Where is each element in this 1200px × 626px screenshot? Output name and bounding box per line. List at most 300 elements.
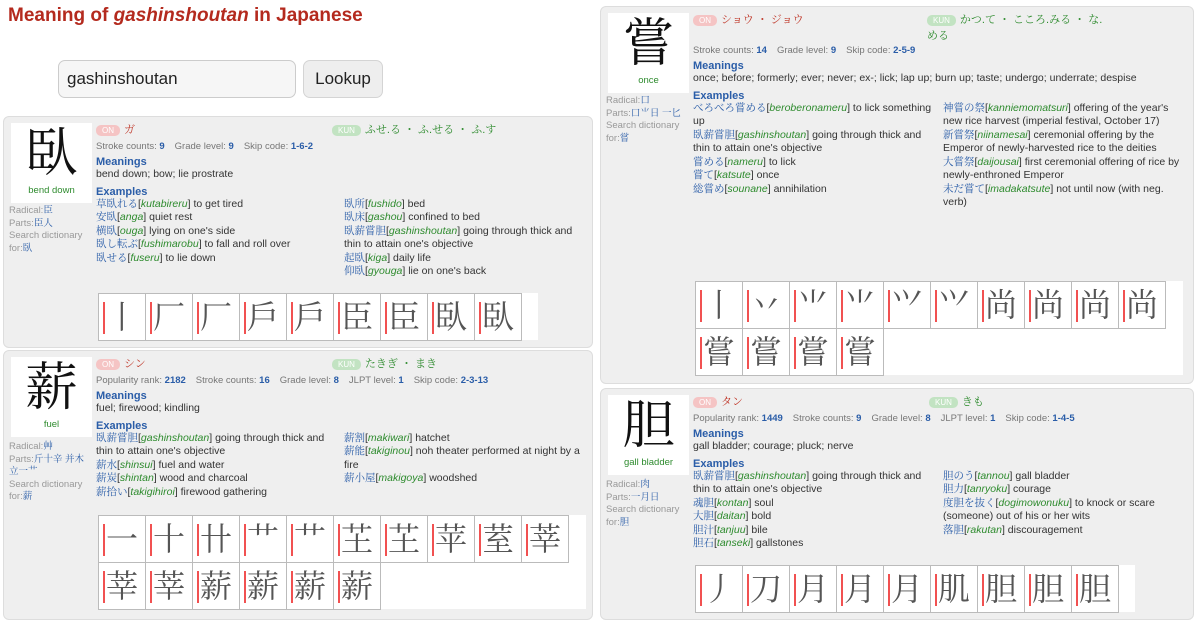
kanji-glyph: 嘗 [622,14,675,74]
example-gloss: noh theater performed at night by a fire [344,445,580,471]
example-item: 草臥れる[kutabireru] to get tired [96,197,244,210]
example-gloss: courage [1013,483,1051,495]
radical-label: Radical: [9,441,44,452]
example-romaji: imadakatsute [987,182,1051,195]
kanji-side-info [606,479,688,529]
stroke-step: 嘗 [836,328,884,376]
jlpt-level-value: 1 [398,375,404,386]
grade-level-label: Grade level: [871,413,923,424]
jlpt-level-label: JLPT level: [940,413,988,424]
search-dictionary-label: Search dictionary for: [9,478,83,502]
skip-code-value: 1-6-2 [290,141,314,152]
parts-label: Parts: [9,217,34,229]
example-gloss: soul [754,496,774,509]
parts-value[interactable]: 臣人 [33,217,53,229]
stroke-step: 尚 [977,281,1025,329]
stroke-step: 荎 [474,515,522,563]
stroke-step: 薪 [192,562,240,610]
example-word[interactable]: べろべろ嘗める [693,101,767,114]
example-item: 薪割[makiwari] hatchet [344,431,450,444]
stroke-step: 臥 [474,293,522,341]
search-dictionary-value[interactable]: 臥 [22,242,33,254]
meanings-text: bend down; bow; lie prostrate [96,168,234,180]
example-word[interactable]: 横臥 [96,224,117,237]
meanings-heading: Meanings [96,156,147,168]
example-word[interactable]: 落胆 [943,523,964,536]
stroke-step: 厂 [192,293,240,341]
example-romaji: tannou [977,469,1010,482]
stroke-order-grid [695,281,1183,375]
meanings-text: gall bladder; courage; pluck; nerve [693,440,854,452]
stroke-step: 胆 [1024,565,1072,613]
grade-level-value: 9 [830,45,837,56]
examples-column [693,102,937,210]
kun-tag: KUN [927,15,956,26]
stroke-step: 嘗 [789,328,837,376]
kanji-box [608,13,689,93]
stroke-order-grid [695,565,1135,612]
stroke-step: 月 [836,565,884,613]
stroke-count-label: Stroke counts: [195,375,257,386]
kanji-glyph: 薪 [25,358,78,418]
example-word[interactable]: 臥薪嘗胆 [693,128,735,141]
example-romaji: dogimowonuku [998,496,1070,509]
example-romaji: makiwari [367,431,410,444]
examples-column [943,102,1187,210]
example-item: 安臥[anga] quiet rest [96,211,193,223]
skip-code-label: Skip code: [413,375,459,386]
stroke-step: 丨 [695,281,743,329]
stroke-step: 胆 [977,565,1025,613]
example-word[interactable]: 臥床 [344,211,365,223]
kanji-glyph: 胆 [622,396,675,456]
example-romaji: daijousai [977,155,1019,168]
example-item: 未だ嘗て[imadakatsute] not until now (with neg. verb) [943,182,1164,208]
example-word[interactable]: 臥せる [96,251,128,264]
example-gloss: bile [751,523,768,536]
radical-value[interactable]: 肉 [640,479,650,490]
example-romaji: makigoya [378,472,424,484]
example-word[interactable]: 魂胆 [693,496,714,509]
example-gloss: bold [751,510,772,522]
stroke-count-value: 16 [259,375,270,386]
example-item: 大胆[daitan] bold [693,510,772,522]
example-romaji: gashinshoutan [737,469,807,482]
example-item: 胆石[tanseki] gallstones [693,537,804,549]
kanji-box [11,357,92,437]
stroke-step: 丿 [695,565,743,613]
kun-tag: KUN [929,397,958,408]
kun-reading: きも [961,396,984,408]
kanji-meaning: fuel [43,419,60,430]
example-word[interactable]: 薪小屋 [344,472,376,484]
skip-code-label: Skip code: [846,45,891,56]
stroke-count-value: 14 [756,45,767,56]
stroke-step: 臥 [427,293,475,341]
example-romaji: shintan [119,472,154,484]
example-gloss: to lick something up [693,101,932,127]
stroke-step: 月 [789,565,837,613]
search-dictionary-value[interactable]: 薪 [22,491,33,502]
radical-value[interactable]: 口 [640,95,650,106]
examples-column [943,470,1187,551]
example-romaji: tanryoku [966,483,1008,495]
examples-column [344,432,586,500]
example-romaji: fushimarobu [140,238,199,250]
kanji-body [693,11,1187,210]
example-romaji: niinamesai [977,128,1028,141]
example-word[interactable]: 嘗める [693,155,725,168]
example-word[interactable]: 胆力 [943,483,964,495]
stroke-step: 芏 [380,515,428,563]
kanji-side-info [9,441,91,504]
jlpt-level-label: JLPT level: [348,375,396,386]
examples-column [96,198,338,279]
parts-value[interactable]: 斤十辛 并木立一⺾ [9,453,84,477]
example-gloss: quiet rest [149,211,193,223]
stroke-count-value: 9 [159,141,165,152]
stroke-step: ⺍ [883,281,931,329]
stats-row [96,141,586,152]
parts-label: Parts: [606,107,631,119]
example-item: 胆力[tanryoku] courage [943,483,1051,495]
example-item: 嘗める[nameru] to lick [693,155,796,168]
stroke-step: ⺌ [836,281,884,329]
example-word[interactable]: 大嘗祭 [943,155,975,168]
search-dictionary-label: Search dictionary for: [9,230,83,254]
title-word: gashinshoutan [113,5,249,26]
stroke-count-label: Stroke counts: [792,413,854,424]
example-word[interactable]: 未だ嘗て [943,182,985,195]
stroke-step: 芏 [333,515,381,563]
example-romaji: tanseki [716,537,751,549]
stroke-step: 莘 [521,515,569,563]
on-reading: ショウ ・ ジョウ [721,14,804,26]
example-gloss: to get tired [193,197,244,210]
grade-level-value: 8 [925,413,931,424]
example-item: 横臥[ouga] lying on one's side [96,224,236,237]
example-gloss: fuel and water [158,458,225,471]
example-item: 総嘗め[sounane] annihilation [693,182,827,195]
kun-group [332,355,572,371]
kanji-side-info [606,95,688,145]
kanji-body [96,121,586,279]
kun-group [929,393,1169,409]
lookup-button[interactable]: Lookup [303,60,383,98]
example-romaji: kutabireru [140,197,188,210]
kun-tag: KUN [332,125,361,136]
example-item: 胆汁[tanjuu] bile [693,523,768,536]
stroke-step: 尚 [1024,281,1072,329]
search-dictionary-label: Search dictionary for: [606,504,680,528]
example-item: 大嘗祭[daijousai] first ceremonial offering of rice by newly-enthroned Emperor [943,155,1180,181]
example-word[interactable]: 薪拾い [96,485,128,498]
stroke-count-value: 9 [856,413,862,424]
on-reading: タン [721,396,743,408]
stroke-step: 尚 [1071,281,1119,329]
example-word[interactable]: 胆汁 [693,523,714,536]
example-word[interactable]: 安臥 [96,211,117,223]
examples-heading: Examples [693,89,745,102]
example-word[interactable]: 起臥 [344,251,365,264]
kun-reading: たきぎ ・ まき [364,358,438,370]
example-word[interactable]: 大胆 [693,510,714,522]
example-word[interactable]: 臥薪嘗胆 [96,431,138,444]
example-gloss: to lick [768,155,796,168]
example-gloss: not until now (with neg. verb) [943,182,1164,208]
example-item: 臥薪嘗胆[gashinshoutan] going through thick and thin to attain one's objective [693,128,922,154]
example-romaji: rakutan [966,523,1002,536]
on-tag: ON [693,15,717,26]
stroke-step: 薪 [239,562,287,610]
example-item: 度胆を抜く[dogimowonuku] to knock or scare (someone) out of his or her wits [943,496,1155,522]
kanji-card-k3 [600,6,1194,384]
stroke-step: 嘗 [742,328,790,376]
stroke-step: 卄 [192,515,240,563]
example-word[interactable]: 嘗て [693,169,714,181]
example-romaji: gashinshoutan [388,224,458,237]
page-title [8,5,363,27]
examples-column [96,432,338,500]
example-word[interactable]: 薪割 [344,431,365,444]
example-word[interactable]: 神嘗の祭 [943,101,985,114]
kanji-card-k4 [600,388,1194,620]
stroke-order-grid [98,515,586,609]
radical-value[interactable]: 艸 [43,441,53,452]
search-dictionary-label: Search dictionary for: [606,120,680,144]
stroke-step: 臣 [333,293,381,341]
example-gloss: offering of the year's new rice harvest (imperial festival, October 17) [943,101,1169,127]
example-gloss: going through thick and thin to attain one's objective [96,431,325,457]
example-item: 薪水[shinsui] fuel and water [96,458,225,471]
kanji-body [693,393,1187,551]
example-gloss: discouragement [1007,523,1083,536]
on-tag: ON [96,359,120,370]
stroke-step: 胆 [1071,565,1119,613]
example-item: 臥薪嘗胆[gashinshoutan] going through thick and thin to attain one's objective [344,224,573,250]
example-gloss: hatchet [415,431,450,444]
example-gloss: going through thick and thin to attain one's objective [693,469,922,495]
example-romaji: takigihiroi [130,485,175,498]
examples-column [344,198,586,279]
stroke-step: 艹 [239,515,287,563]
stroke-step: 刀 [742,565,790,613]
example-romaji: fuseru [130,251,160,264]
kanji-glyph: 臥 [25,124,78,184]
example-gloss: going through thick and thin to attain one's objective [344,224,573,250]
example-word[interactable]: 仰臥 [344,265,365,277]
readings-row [693,11,1187,42]
radical-value[interactable]: 臣 [43,205,53,216]
example-word[interactable]: 薪水 [96,458,117,471]
example-word[interactable]: 薪炭 [96,472,117,484]
example-word[interactable]: 臥薪嘗胆 [344,224,386,237]
example-word[interactable]: 臥し転ぶ [96,238,138,250]
popularity-label: Popularity rank: [693,413,760,424]
example-gloss: once [756,169,780,181]
example-item: 仰臥[gyouga] lie on one's back [344,265,487,277]
stroke-step: 臣 [380,293,428,341]
example-item: 臥薪嘗胆[gashinshoutan] going through thick and thin to attain one's objective [693,469,922,495]
example-item: 臥所[fushido] bed [344,197,426,210]
jlpt-level-value: 1 [990,413,996,424]
title-prefix: Meaning of [8,5,114,26]
kanji-meaning: gall bladder [623,457,674,468]
example-item: 神嘗の祭[kanniemomatsuri] offering of the year's new rice harvest (imperial festival, October 17) [943,101,1169,127]
kanji-meaning: once [638,75,659,86]
stroke-step: 薪 [286,562,334,610]
example-romaji: beroberonameru [769,101,848,114]
example-romaji: nameru [727,155,764,168]
parts-label: Parts: [606,491,631,503]
example-item: 臥し転ぶ[fushimarobu] to fall and roll over [96,238,291,250]
example-romaji: kontan [716,496,749,509]
readings-row [693,393,1187,409]
skip-code-label: Skip code: [243,141,289,152]
grade-level-label: Grade level: [174,141,226,152]
on-tag: ON [693,397,717,408]
kun-group [927,11,1107,43]
readings-row [96,121,586,137]
radical-label: Radical: [606,479,641,490]
example-romaji: gashou [367,211,403,223]
example-item: 薪拾い[takigihiroi] firewood gathering [96,485,268,498]
stroke-step: 尚 [1118,281,1166,329]
example-item: 臥薪嘗胆[gashinshoutan] going through thick and thin to attain one's objective [96,431,325,457]
example-gloss: daily life [393,251,431,264]
skip-code-value: 1-4-5 [1052,413,1075,424]
stroke-step: 戶 [239,293,287,341]
example-item: 落胆[rakutan] discouragement [943,523,1083,536]
stroke-step: 肌 [930,565,978,613]
example-gloss: lie on one's back [408,265,487,277]
stats-row [693,45,1187,56]
stroke-step: 一 [98,515,146,563]
stroke-step: 嘗 [695,328,743,376]
example-gloss: ceremonial offering by the Emperor of newly-harvested rice to the deities [943,128,1157,154]
example-gloss: lying on one's side [149,224,236,237]
example-item: 薪炭[shintan] wood and charcoal [96,472,248,484]
stroke-count-label: Stroke counts: [96,141,157,152]
example-romaji: gashinshoutan [737,128,807,141]
examples-heading: Examples [96,419,148,432]
kanji-box [11,123,92,203]
example-item: 薪小屋[makigoya] woodshed [344,472,478,484]
on-reading: ガ [124,124,135,136]
example-item: 嘗て[katsute] once [693,169,780,181]
example-romaji: shinsui [119,458,153,471]
example-item: 薪能[takiginou] noh theater performed at night by a fire [344,445,580,471]
kun-reading: かつ.て ・ こころ.みる ・ な.める [927,14,1103,42]
example-romaji: gyouga [367,265,403,277]
kanji-box [608,395,689,475]
examples-heading: Examples [693,457,745,470]
example-gloss: bed [407,197,426,210]
example-word[interactable]: 胆のう [943,469,975,482]
example-word[interactable]: 薪能 [344,445,365,457]
search-input[interactable]: gashinshoutan [58,60,296,98]
grade-level-label: Grade level: [776,45,829,56]
examples-list [693,102,1187,210]
example-romaji: fushido [367,197,402,210]
stroke-step: 十 [145,515,193,563]
example-item: 臥床[gashou] confined to bed [344,211,481,223]
example-romaji: kanniemomatsuri [987,101,1068,114]
example-word[interactable]: 度胆を抜く [943,496,996,509]
example-gloss: firewood gathering [180,485,268,498]
examples-list [96,198,586,279]
kun-group [332,121,572,137]
popularity-value: 1449 [761,413,783,424]
on-reading: シン [124,358,146,370]
search-dictionary-value[interactable]: 胆 [619,516,630,528]
example-gloss: wood and charcoal [159,472,248,484]
parts-value[interactable]: 一月日 [630,491,660,503]
example-word[interactable]: 新嘗祭 [943,128,975,141]
example-romaji: kiga [367,251,388,264]
example-romaji: gashinshoutan [140,431,210,444]
examples-heading: Examples [96,185,148,198]
stroke-step: 薪 [333,562,381,610]
stroke-step: 丨 [98,293,146,341]
example-gloss: gall bladder [1015,469,1070,482]
example-gloss: first ceremonial offering of rice by newly-enthroned Emperor [943,155,1180,181]
examples-list [96,432,586,500]
stroke-step: ⺍ [930,281,978,329]
stroke-step: 月 [883,565,931,613]
meanings-heading: Meanings [693,428,744,440]
example-romaji: daitan [716,510,746,522]
popularity-value: 2182 [164,375,186,386]
kun-reading: ふせ.る ・ ふ.せる ・ ふ.す [364,124,497,136]
example-word[interactable]: 総嘗め [693,182,725,195]
stroke-step: 戶 [286,293,334,341]
meanings-heading: Meanings [693,60,744,72]
stroke-step: 莘 [145,562,193,610]
parts-value[interactable]: 口⺌日 一匕 [630,107,681,119]
kanji-side-info [9,205,91,255]
example-item: 臥せる[fuseru] to lie down [96,251,216,264]
kanji-body [96,355,586,499]
meanings-heading: Meanings [96,390,147,402]
example-word[interactable]: 臥薪嘗胆 [693,469,735,482]
radical-label: Radical: [9,205,44,216]
example-gloss: going through thick and thin to attain one's objective [693,128,922,154]
example-romaji: sounane [727,182,768,195]
readings-row [96,355,586,371]
on-tag: ON [96,125,120,136]
example-word[interactable]: 草臥れる [96,197,138,210]
example-gloss: to knock or scare (someone) out of his or her wits [943,496,1155,522]
examples-list [693,470,1187,551]
example-item: べろべろ嘗める[beroberonameru] to lick something up [693,101,932,127]
stroke-count-label: Stroke counts: [693,45,754,56]
search-dictionary-value[interactable]: 嘗 [619,132,630,144]
stroke-step: 丷 [742,281,790,329]
stroke-step: 苹 [427,515,475,563]
example-item: 起臥[kiga] daily life [344,251,431,264]
example-romaji: anga [119,211,144,223]
grade-level-label: Grade level: [279,375,331,386]
parts-label: Parts: [9,453,34,465]
examples-column [693,470,937,551]
skip-code-value: 2-5-9 [893,45,916,56]
example-gloss: to fall and roll over [204,238,291,250]
example-word[interactable]: 胆石 [693,537,714,549]
stroke-step: 厂 [145,293,193,341]
stroke-step: ⺌ [789,281,837,329]
example-word[interactable]: 臥所 [344,197,365,210]
